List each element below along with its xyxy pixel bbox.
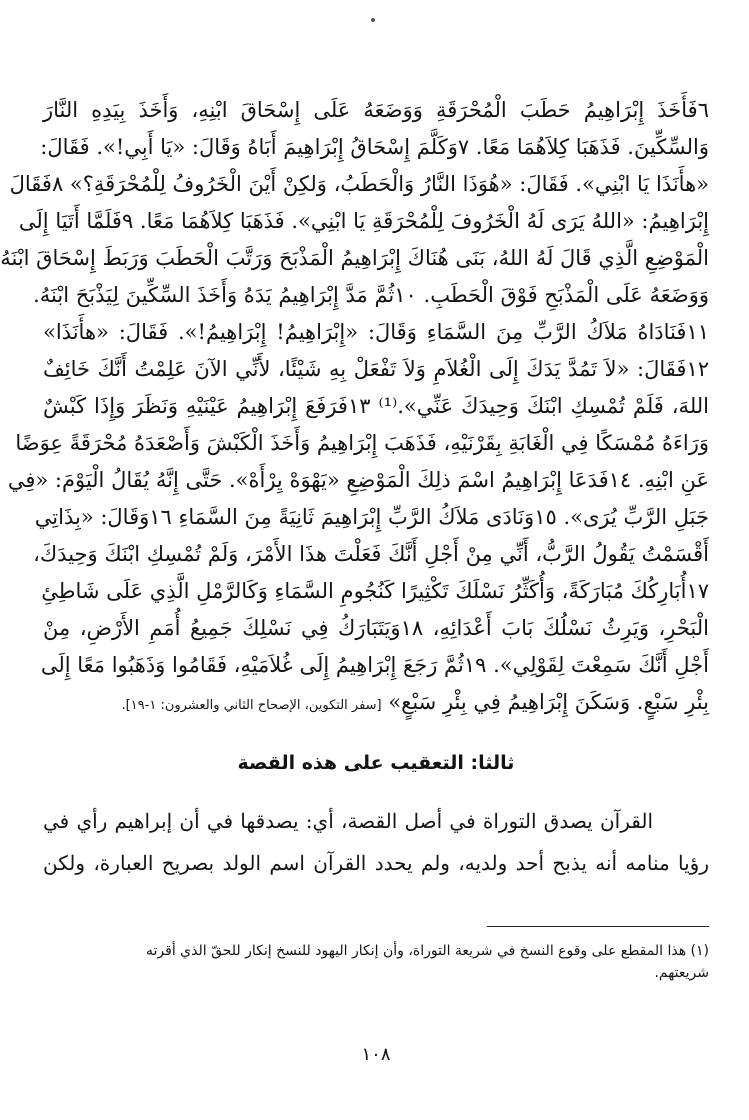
quotation-line: عَنِ ابْنِهِ. ١٤فَدَعَا إِبْرَاهِيمُ اسْمَ ذلِكَ الْمَوْضِعِ «يَهْوَهْ يِرْأَهْ». حَتَّى إِنَّهُ يُقَالُ الْيَوْمَ: «فِي — [7, 468, 709, 492]
quotation-line: اللهَ، فَلَمْ تُمْسِكِ ابْنَكَ وَحِيدَكَ عَنِّي».⁽¹⁾ ١٣فَرَفَعَ إِبْرَاهِيمُ عَيْنَيْهِ وَنَظَرَ وَإِذَا كَبْشٌ — [43, 394, 710, 418]
quotation-line: ١٧أُبَارِكُكَ مُبَارَكَةً، وَأُكَثِّرُ نَسْلَكَ تَكْثِيرًا كَنُجُومِ السَّمَاءِ وَكَالرَّمْلِ الَّذِي عَلَى شَاطِئِ — [41, 579, 709, 603]
body-paragraph — [43, 800, 709, 884]
quotation-line: إِبْرَاهِيمُ: «اللهُ يَرَى لَهُ الْخَرُوفَ لِلْمُحْرَقَةِ يَا ابْنِي». فَذَهَبَا كِلاَهُمَا مَعًا. ٩فَلَمَّا أَتَيَا إِلَى — [18, 209, 709, 233]
paragraph-line: القرآن يصدق التوراة في أصل القصة، أي: يصدقها في أن إبراهيم رأي في — [43, 809, 653, 833]
quotation-line: وَوَضَعَهُ عَلَى الْمَذْبَحِ فَوْقَ الْحَطَبِ. ١٠ثُمَّ مَدَّ إِبْرَاهِيمُ يَدَهُ وَأَخَذَ السِّكِّينَ لِيَذْبَحَ ابْنَهُ. — [33, 283, 709, 307]
section-heading: ثالثا: التعقيب على هذه القصة — [237, 752, 515, 774]
footnote — [43, 940, 709, 984]
quotation-line: أَقْسَمْتُ يَقُولُ الرَّبُّ، أَنِّي مِنْ أَجْلِ أَنَّكَ فَعَلْتَ هذَا الأَمْرَ، وَلَمْ تُمْسِكِ ابْنَكَ وَحِيدَكَ، — [33, 542, 709, 566]
quotation-line: الْمَوْضِعِ الَّذِي قَالَ لَهُ اللهُ، بَنَى هُنَاكَ إِبْرَاهِيمُ الْمَذْبَحَ وَرَتَّبَ الْحَطَبَ وَرَبَطَ إِسْحَاقَ ابْنَهُ — [0, 246, 709, 270]
page-top-mark — [371, 18, 375, 22]
quotation-line: وَالسِّكِّينَ. فَذَهَبَا كِلاَهُمَا مَعًا. ٧وَكَلَّمَ إِسْحَاقُ إِبْرَاهِيمَ أَبَاهُ وَقَالَ: «يَا أَبِي!». فَقَالَ: — [40, 135, 709, 159]
quotation-line: ١١فَنَادَاهُ مَلاَكُ الرَّبِّ مِنَ السَّمَاءِ وَقَالَ: «إِبْرَاهِيمُ! إِبْرَاهِيمُ!». فَقَالَ: «هأَنَذَا» — [43, 320, 709, 344]
quotation-line: «هأَنَذَا يَا ابْنِي». فَقَالَ: «هُوَذَا النَّارُ وَالْحَطَبُ، وَلكِنْ أَيْنَ الْخَرُوفُ لِلْمُحْرَقَةِ؟» ٨فَقَالَ — [9, 172, 709, 196]
scripture-citation: [سفر التكوين، الإصحاح الثاني والعشرون: ١-١٩]. — [121, 698, 382, 713]
page-number: ١٠٨ — [361, 1044, 391, 1065]
quotation-last-line — [43, 684, 709, 721]
torah-quotation — [0, 92, 710, 721]
quotation-line: وَرَاءَهُ مُمْسَكًا فِي الْغَابَةِ بِقَرْنَيْهِ، فَذَهَبَ إِبْرَاهِيمُ وَأَخَذَ الْكَبْشَ وَأَصْعَدَهُ مُحْرَقَةً عِوَضًا — [15, 431, 709, 455]
footnote-separator — [487, 926, 709, 927]
quotation-line: بِئْرِ سَبْعٍ. وَسَكَنَ إِبْرَاهِيمُ فِي بِئْرِ سَبْعٍ» — [388, 690, 709, 714]
quotation-line: ١٢فَقَالَ: «لاَ تَمُدَّ يَدَكَ إِلَى الْغُلاَمِ وَلاَ تَفْعَلْ بِهِ شَيْئًا، لأَنِّي الآنَ عَلِمْتُ أَنَّكَ خَائِفٌ — [43, 357, 709, 381]
footnote-line: (١) هذا المقطع على وقوع النسخ في شريعة التوراة، وأن إنكار اليهود للنسخ إنكار للحقّ الذي أقرته — [146, 943, 709, 959]
footnote-line: شريعتهم. — [654, 965, 709, 981]
quotation-line: ٦فَأَخَذَ إِبْرَاهِيمُ حَطَبَ الْمُحْرَقَةِ وَوَضَعَهُ عَلَى إِسْحَاقَ ابْنِهِ، وَأَخَذَ بِيَدِهِ النَّارَ — [43, 98, 709, 122]
quotation-line: أَجْلِ أَنَّكَ سَمِعْتَ لِقَوْلِي». ١٩ثُمَّ رَجَعَ إِبْرَاهِيمُ إِلَى غُلاَمَيْهِ، فَقَامُوا وَذَهَبُوا مَعًا إِلَى — [40, 653, 709, 677]
paragraph-line: رؤيا منامه أنه يذبح أحد ولديه، ولم يحدد القرآن اسم الولد بصريح العبارة، ولكن — [43, 851, 709, 875]
quotation-line: الْبَحْرِ، وَيَرِثُ نَسْلُكَ بَابَ أَعْدَائِهِ، ١٨وَيَتَبَارَكُ فِي نَسْلِكَ جَمِيعُ أُمَمِ الأَرْضِ، مِنْ — [43, 616, 709, 640]
quotation-line: جَبَلِ الرَّبِّ يُرَى». ١٥وَنَادَى مَلاَكُ الرَّبِّ إِبْرَاهِيمَ ثَانِيَةً مِنَ السَّمَاءِ ١٦وَقَالَ: «بِذَاتِي — [34, 505, 709, 529]
